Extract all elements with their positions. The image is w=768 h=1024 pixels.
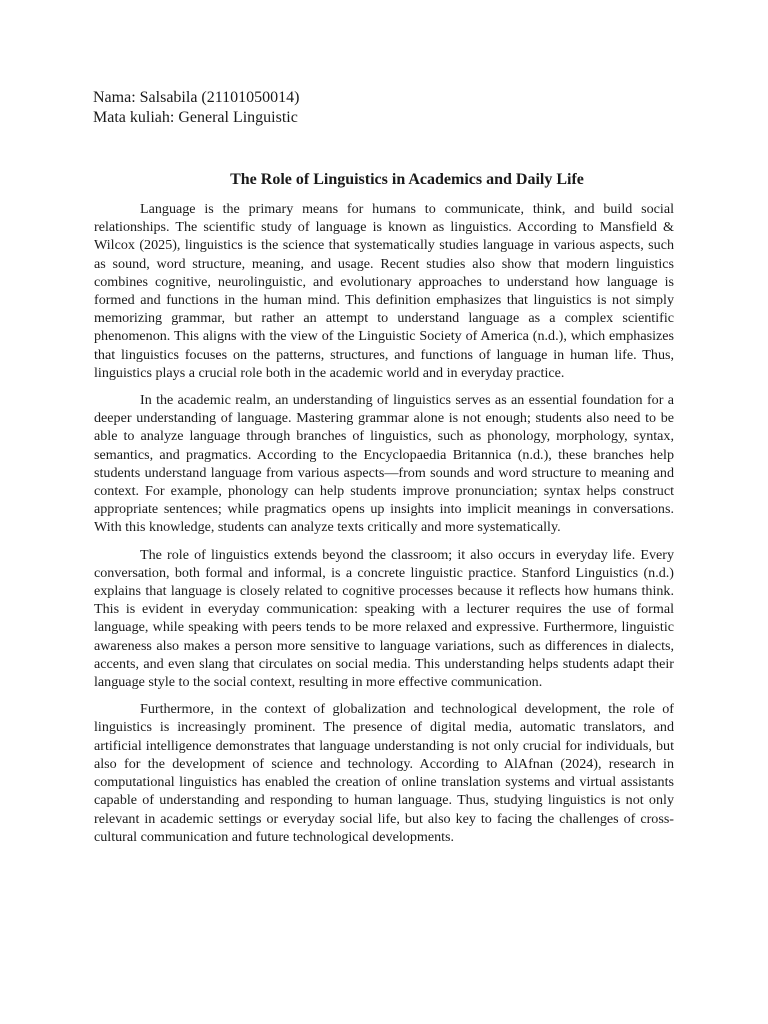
student-info	[93, 88, 299, 128]
essay-body	[94, 200, 674, 855]
essay-title: The Role of Linguistics in Academics and Daily Life	[230, 171, 584, 188]
paragraph: In the academic realm, an understanding of linguistics serves as an essential foundation for a deeper understanding of language. Mastering grammar alone is not enough; students also need to be able to analyze language through branches of linguistics, such as phonology, morphology, syntax, semantics, and pragmatics. According to the Encyclopaedia Britannica (n.d.), these branches help students understand language from various aspects—from sounds and word structure to meaning and context. For example, phonology can help students improve pronunciation; syntax helps construct appropriate sentences; while pragmatics opens up insights into implicit meanings in conversations. With this knowledge, students can analyze texts critically and more systematically.	[94, 392, 674, 536]
paragraph: The role of linguistics extends beyond the classroom; it also occurs in everyday life. Every conversation, both formal and informal, is a concrete linguistic practice. Stanford Linguistics (n.d.) explains that language is closely related to cognitive processes because it reflects how humans think. This is evident in everyday communication: speaking with a lecturer requires the use of formal language, while speaking with peers tends to be more relaxed and expressive. Furthermore, linguistic awareness also makes a person more sensitive to language variations, such as differences in dialects, accents, and even slang that circulates on social media. This understanding helps students adapt their language style to the social context, resulting in more effective communication.	[94, 546, 674, 691]
student-name-line: Nama: Salsabila (21101050014)	[93, 89, 300, 106]
paragraph: Language is the primary means for humans to communicate, think, and build social relationships. The scientific study of language is known as linguistics. According to Mansfield & Wilcox (2025), linguistics is the science that systematically studies language in various aspects, such as sound, word structure, meaning, and usage. Recent studies also show that modern linguistics combines cognitive, neurolinguistic, and evolutionary approaches to understand how language is formed and functions in the human mind. This definition emphasizes that linguistics is not simply memorizing grammar, but rather an attempt to understand language as a complex scientific phenomenon. This aligns with the view of the Linguistic Society of America (n.d.), which emphasizes that linguistics focuses on the patterns, structures, and functions of language in human life. Thus, linguistics plays a crucial role both in the academic world and in everyday practice.	[94, 201, 674, 381]
course-line: Mata kuliah: General Linguistic	[93, 109, 298, 126]
paragraph: Furthermore, in the context of globalization and technological development, the role of linguistics is increasingly prominent. The presence of digital media, automatic translators, and artificial intelligence demonstrates that language understanding is not only crucial for individuals, but also for the development of science and technology. According to AlAfnan (2024), research in computational linguistics has enabled the creation of online translation systems and virtual assistants capable of understanding and responding to human language. Thus, studying linguistics is not only relevant in academic settings or everyday social life, but also key to facing the challenges of cross-cultural communication and future technological developments.	[94, 701, 674, 845]
